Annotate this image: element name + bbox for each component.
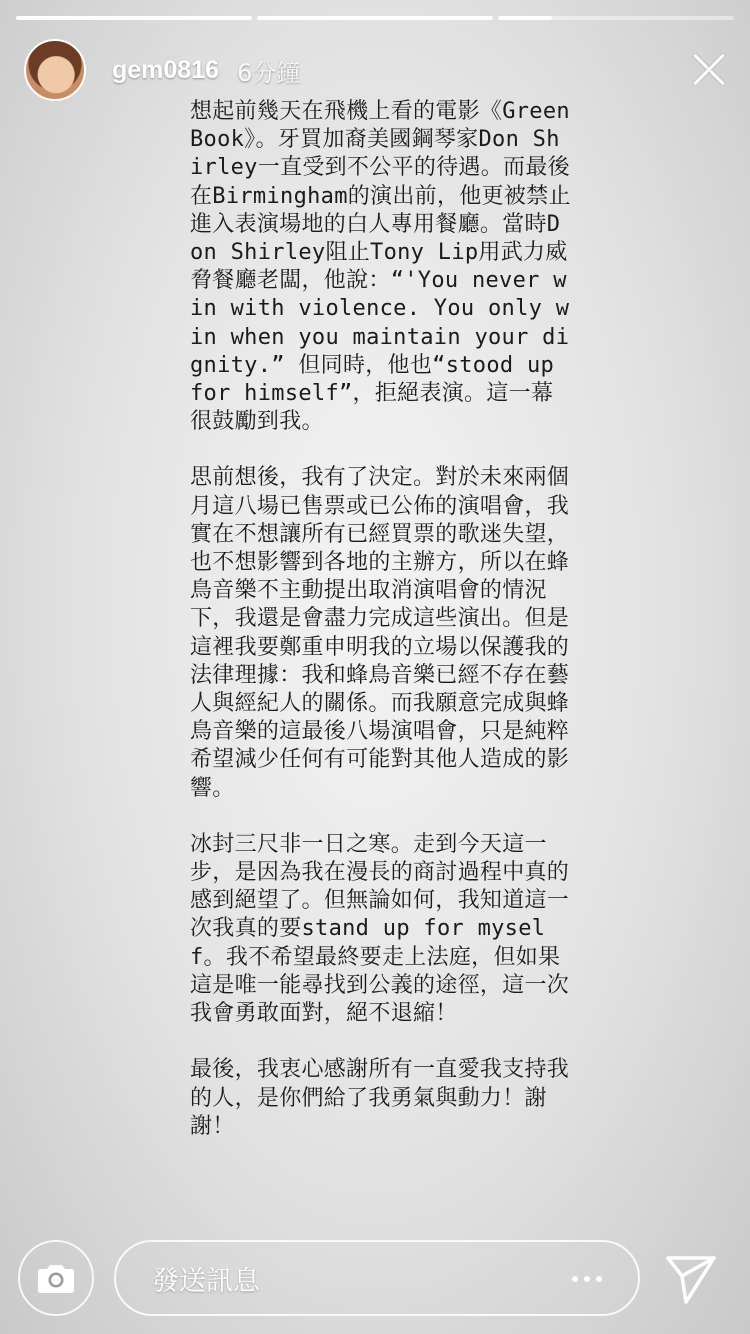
camera-button[interactable] [18,1240,94,1316]
post-time: 6分鐘 [237,58,301,87]
story-progress-bar [16,16,734,20]
camera-icon [37,1262,75,1294]
progress-segment-1 [16,16,252,20]
story-text [190,98,584,1169]
story-paragraph-3: 冰封三尺非一日之寒。走到今天這一步，是因為我在漫長的商討過程中真的感到絕望了。但無論如何，我知道這一次我真的要stand up for myself。我不希望最終要走上法庭，但如果這是唯一能尋找到公義的途徑，這一次我會勇敢面對，絕不退縮！ [190,831,570,1027]
message-placeholder: 發送訊息 [152,1265,260,1297]
progress-segment-2 [257,16,493,20]
reply-bar [0,1238,750,1320]
progress-fill-2 [257,16,493,20]
progress-fill-3 [498,16,552,20]
story-paragraph-2: 思前想後，我有了決定。對於未來兩個月這八場已售票或已公佈的演唱會，我實在不想讓所有已經買票的歌迷失望，也不想影響到各地的主辦方，所以在蜂鳥音樂不主動提出取消演唱會的情況下，我還是會盡力完成這些演出。但是這裡我要鄭重申明我的立場以保護我的法律理據：我和蜂鳥音樂已經不存在藝人與經紀人的關係。而我願意完成與蜂鳥音樂的這最後八場演唱會，只是純粹希望減少任何有可能對其他人造成的影響。 [190,465,570,801]
progress-fill-1 [16,16,252,20]
story-paragraph-4: 最後，我衷心感謝所有一直愛我支持我的人，是你們給了我勇氣與動力！謝謝！ [190,1057,570,1139]
username[interactable]: gem0816 [112,55,220,84]
avatar[interactable] [24,39,86,101]
story-paragraph-1: 想起前幾天在飛機上看的電影《Green Book》。牙買加裔美國鋼琴家Don Shirley一直受到不公平的待遇。而最後在Birmingham的演出前，他更被禁止進入表演場地的白人專用餐廳。當時Don Shirley阻止Tony Lip用武力威脅餐廳老闆，他說：“'You never win with violence. You only win when you maintain your dignity.” 但同時，他也“stood up for himself”，拒絕表演。這一幕很鼓勵到我。 [190,99,584,435]
message-input[interactable] [114,1240,640,1316]
send-icon[interactable] [664,1252,718,1306]
close-icon[interactable] [684,46,732,94]
story-header [24,38,732,102]
more-horizontal-icon[interactable] [572,1276,602,1282]
progress-segment-3 [498,16,734,20]
